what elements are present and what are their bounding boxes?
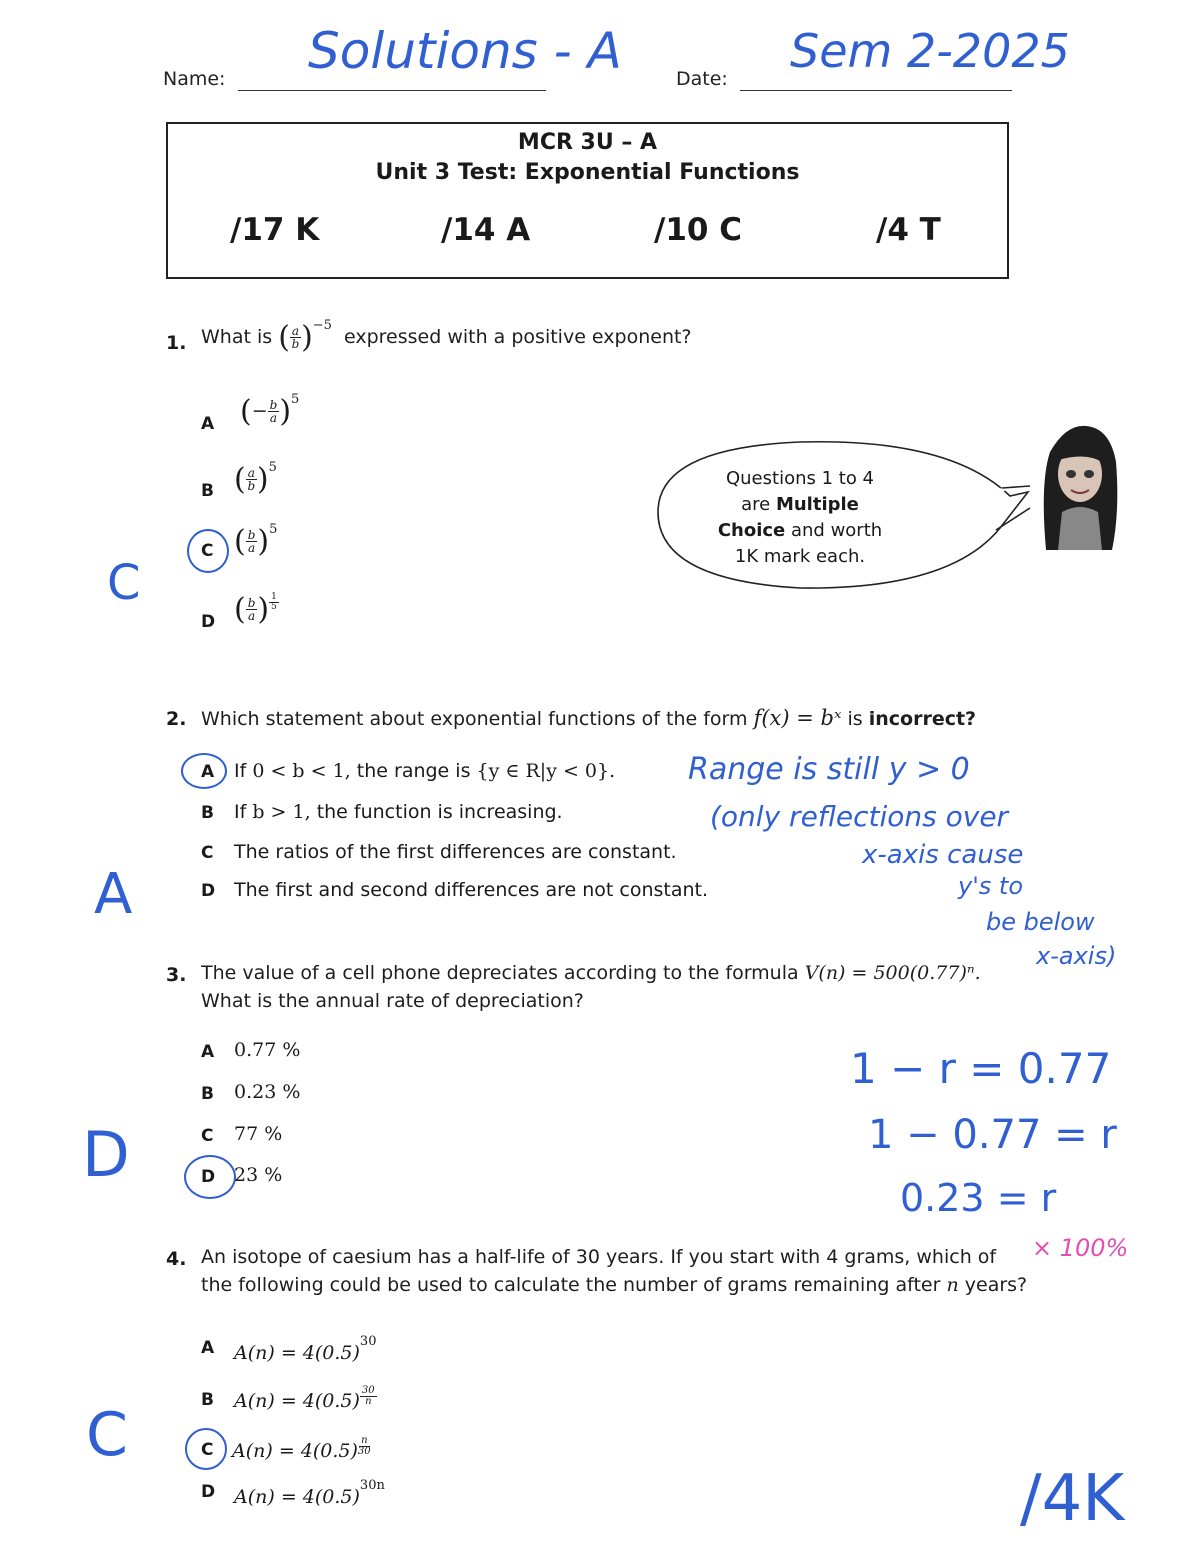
- q2-option-d-letter[interactable]: D: [201, 881, 216, 901]
- q2-prefix: Which statement about exponential functions of the form: [201, 708, 748, 730]
- q2-mid: is: [847, 708, 863, 730]
- q3-option-b[interactable]: 0.23 %: [234, 1081, 301, 1103]
- q4-option-a-letter[interactable]: A: [201, 1338, 215, 1358]
- q1-option-d-letter[interactable]: D: [201, 612, 216, 632]
- q3-number: 3.: [166, 964, 187, 986]
- q4-option-b-letter[interactable]: B: [201, 1390, 214, 1410]
- mark-c: /10 C: [654, 212, 743, 248]
- q3-work-percent: × 100%: [1032, 1234, 1129, 1262]
- mark-a: /14 A: [441, 212, 531, 248]
- date-line: [740, 90, 1012, 91]
- q1-text: What is ( $\frac{a}{b}$ )$^{-5}$ expressed with a positive exponent?: [201, 318, 692, 355]
- q1-suffix: expressed with a positive exponent?: [344, 326, 692, 348]
- q2-handwritten-answer: A: [94, 862, 133, 927]
- q2-emphasis: incorrect?: [868, 708, 977, 730]
- q3-option-b-letter[interactable]: B: [201, 1084, 214, 1104]
- q3-option-d[interactable]: 23 %: [234, 1164, 283, 1186]
- q1-base: $\frac{a}{b}$: [291, 324, 300, 351]
- q4-option-b[interactable]: A(n) = 4(0.5) $\frac{30}{n}$: [234, 1385, 375, 1412]
- q1-option-a-letter[interactable]: A: [201, 414, 215, 434]
- q4-line-1: An isotope of caesium has a half-life of 30 years. If you start with 4 grams, which of: [201, 1246, 997, 1268]
- name-line: [238, 90, 546, 91]
- q4-option-c[interactable]: A(n) = 4(0.5) $\frac{n}{30}$: [232, 1435, 371, 1462]
- q2-note-line-1: Range is still y > 0: [688, 752, 970, 787]
- q1-option-d[interactable]: ( $\frac{b}{a}$ ) $\frac{1}{5}$: [234, 592, 277, 627]
- score-handwritten: /4K: [1020, 1462, 1125, 1536]
- q4-line-2: the following could be used to calculate the number of grams remaining after n years?: [201, 1274, 1028, 1296]
- test-title: Unit 3 Test: Exponential Functions: [375, 160, 800, 185]
- bubble-line-3: Choice and worth: [717, 520, 883, 541]
- q3-work-line-1: 1 − r = 0.77: [850, 1044, 1112, 1093]
- q1-exponent: −5: [312, 318, 332, 333]
- q3-option-d-letter[interactable]: D: [201, 1167, 216, 1187]
- q1-option-c[interactable]: ( $\frac{b}{a}$ )$^5$: [234, 522, 278, 559]
- q1-option-a[interactable]: (− $\frac{b}{a}$ )$^5$: [240, 392, 300, 429]
- q2-option-a[interactable]: If 0 < b < 1, the range is {y ∈ R|y < 0}.: [234, 760, 616, 782]
- mark-t: /4 T: [876, 212, 941, 248]
- q1-answer-circle: [187, 529, 229, 573]
- bubble-line-2: are Multiple: [741, 494, 859, 515]
- q3-option-c-letter[interactable]: C: [201, 1126, 214, 1146]
- q3-formula: V(n) = 500(0.77)ⁿ.: [804, 962, 981, 984]
- course-code: MCR 3U – A: [517, 130, 658, 155]
- q1-option-b[interactable]: ( $\frac{a}{b}$ )$^5$: [234, 460, 277, 497]
- title-box: [166, 122, 1009, 279]
- date-handwritten[interactable]: Sem 2-2025: [790, 24, 1070, 78]
- mark-k: /17 K: [230, 212, 320, 248]
- q4-number: 4.: [166, 1248, 187, 1270]
- name-handwritten[interactable]: Solutions - A: [308, 22, 622, 80]
- q4-option-c-letter[interactable]: C: [201, 1440, 214, 1460]
- q2-option-a-letter[interactable]: A: [201, 762, 215, 782]
- q1-prefix: What is: [201, 326, 273, 348]
- q3-line-1: The value of a cell phone depreciates according to the formula V(n) = 500(0.77)ⁿ.: [201, 962, 981, 984]
- q3-option-c[interactable]: 77 %: [234, 1123, 283, 1145]
- q2-note-line-4: y's to: [958, 872, 1024, 900]
- q2-option-c-letter[interactable]: C: [201, 843, 214, 863]
- q4-handwritten-answer: C: [86, 1400, 128, 1470]
- q2-note-line-6: x-axis): [1036, 942, 1117, 970]
- q2-option-b[interactable]: If b > 1, the function is increasing.: [234, 801, 563, 823]
- q2-option-d[interactable]: The first and second differences are not constant.: [234, 879, 709, 901]
- q1-number: 1.: [166, 332, 187, 354]
- q3-option-a-letter[interactable]: A: [201, 1042, 215, 1062]
- q3-line-2: What is the annual rate of depreciation?: [201, 990, 584, 1012]
- q3-option-a[interactable]: 0.77 %: [234, 1039, 301, 1061]
- q2-note-line-5: be below: [986, 908, 1095, 936]
- q2-option-b-letter[interactable]: B: [201, 803, 214, 823]
- q4-option-d-letter[interactable]: D: [201, 1482, 216, 1502]
- q1-handwritten-answer: C: [107, 555, 141, 611]
- q3-work-line-2: 1 − 0.77 = r: [868, 1112, 1117, 1158]
- q4-option-d[interactable]: $A(n) = 4(0.5)^{30n}$: [234, 1478, 385, 1508]
- teacher-avatar-icon: [1036, 422, 1120, 554]
- q4-option-a[interactable]: $A(n) = 4(0.5)^{30}$: [234, 1334, 377, 1364]
- q3-work-line-3: 0.23 = r: [900, 1176, 1057, 1220]
- q2-number: 2.: [166, 708, 187, 730]
- q2-option-c[interactable]: The ratios of the first differences are constant.: [234, 841, 677, 863]
- q2-text: [201, 706, 976, 730]
- bubble-line-1: Questions 1 to 4: [725, 468, 875, 489]
- q2-formula: f(x) = bˣ: [753, 706, 842, 730]
- name-label: Name:: [163, 68, 226, 90]
- q2-note-line-3: x-axis cause: [862, 840, 1024, 870]
- q3-handwritten-answer: D: [82, 1118, 130, 1191]
- q1-option-b-letter[interactable]: B: [201, 481, 214, 501]
- date-label: Date:: [676, 68, 728, 90]
- q1-option-c-letter[interactable]: C: [201, 541, 214, 561]
- bubble-line-4: 1K mark each.: [734, 546, 866, 567]
- speech-bubble-text: [700, 466, 900, 570]
- q2-note-line-2: (only reflections over: [710, 800, 1009, 833]
